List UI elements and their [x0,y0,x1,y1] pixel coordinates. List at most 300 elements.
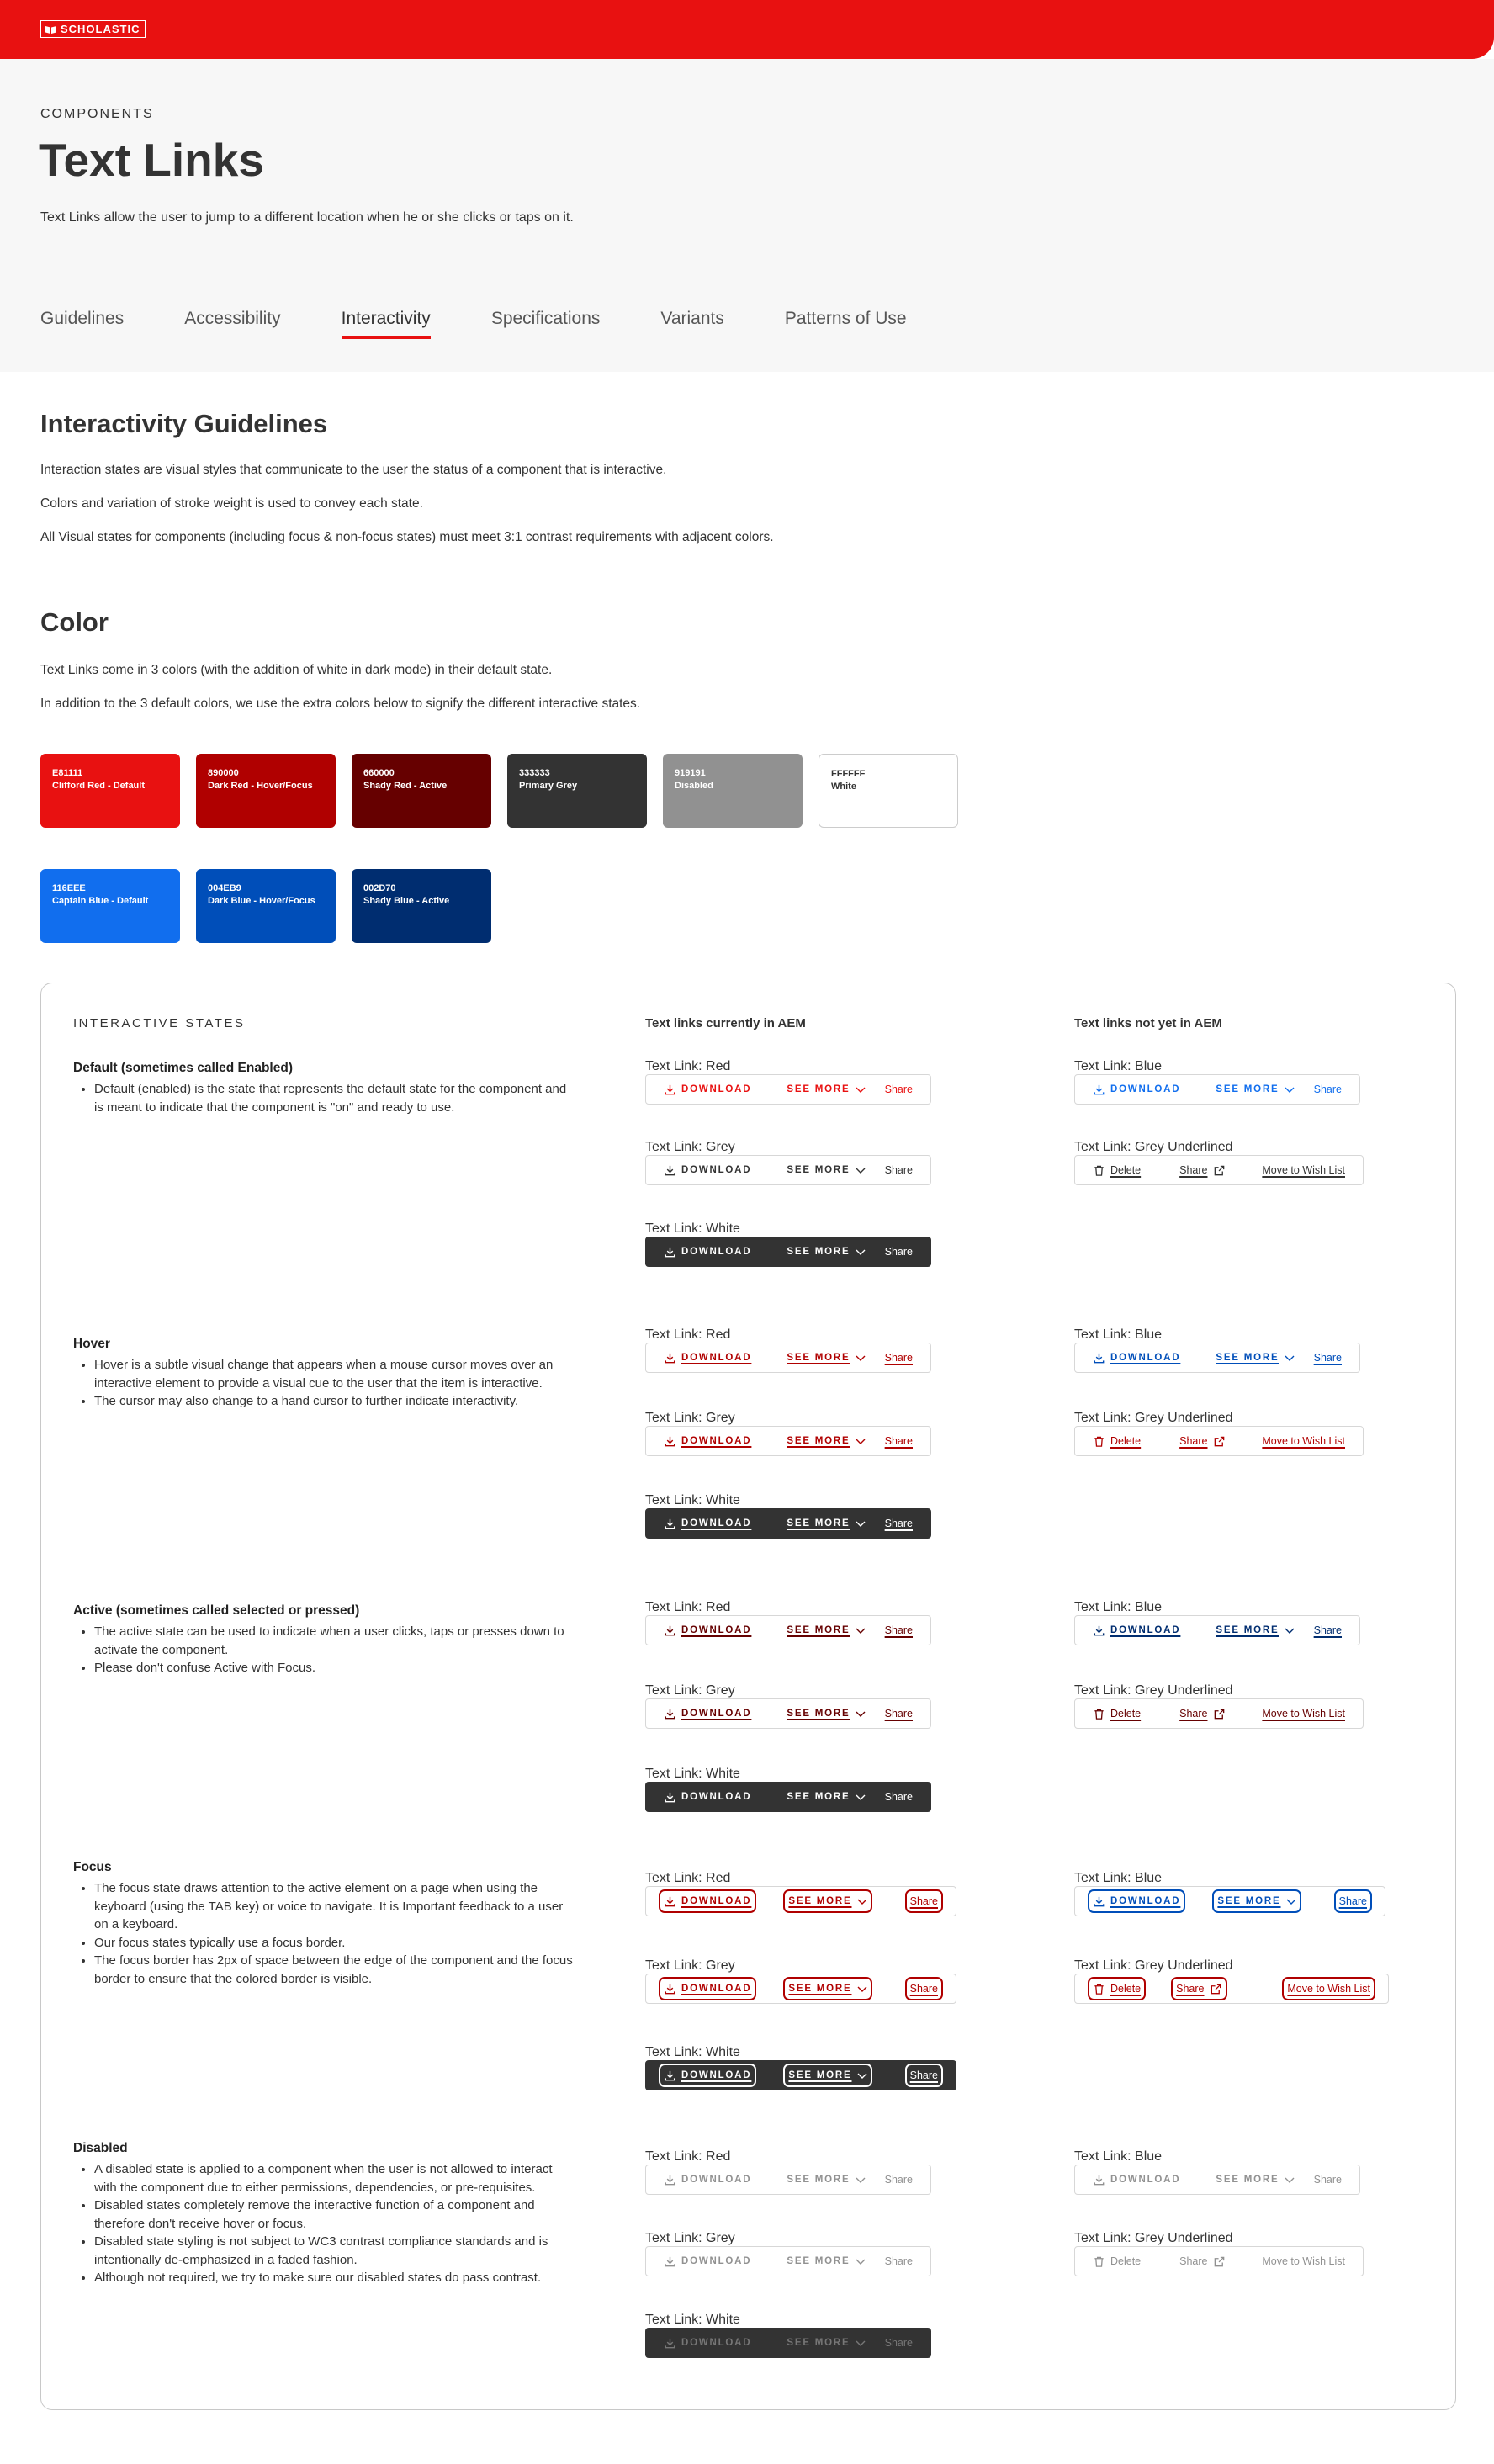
text-link-sample [645,1221,931,1267]
share-label: Share [884,1435,913,1447]
page-header [0,59,1494,372]
download-label: DOWNLOAD [1110,1896,1181,1906]
download-icon [664,2337,676,2350]
delete-link[interactable] [1091,1162,1142,1179]
delete-link[interactable] [1091,1705,1142,1722]
state-bullet: • A disabled state is applied to a component when the user is not allowed to interact with the component due to either permissions, dependencies, or pre-requisites. [94,2160,578,2196]
share-label: Share [884,1518,913,1529]
download-label: DOWNLOAD [1110,2175,1181,2185]
state-description [73,1061,578,1116]
tab-interactivity[interactable]: Interactivity [342,309,431,339]
sample-label: Text Link: Grey [645,2231,735,2245]
share-label: Share [884,1164,913,1176]
sample-label: Text Link: Grey Underlined [1074,1958,1233,1973]
text-link-sample [645,1683,931,1729]
text-link-sample [645,2149,931,2195]
see-more-link[interactable] [1216,1893,1297,1910]
share-link[interactable] [883,1705,914,1722]
text-link-strip [645,1343,931,1373]
swatch-name: Shady Blue - Active [363,896,450,906]
download-icon [1093,2174,1105,2186]
sample-label: Text Link: Grey Underlined [1074,1683,1233,1698]
see-more-label: SEE MORE [1216,1084,1279,1094]
see-more-link[interactable] [785,1162,866,1179]
download-label: DOWNLOAD [681,1436,752,1446]
share-link[interactable] [883,2171,914,2188]
state-bullet: • Hover is a subtle visual change that appears when a mouse cursor moves over an interactive element to provide a visual cue to the user that the item is interactive. [94,1356,578,1392]
state-bullets [73,2160,578,2287]
see-more-link[interactable] [785,1788,866,1805]
share-label: Share [1313,1624,1342,1636]
download-label: DOWNLOAD [681,1625,752,1635]
sample-label: Text Link: Blue [1074,1327,1163,1342]
share-link[interactable] [883,1622,914,1639]
download-label: DOWNLOAD [681,1896,752,1906]
see-more-link[interactable] [1214,1622,1295,1639]
text-link-sample [645,2231,931,2276]
swatch-hex: 890000 [208,768,239,778]
share-link[interactable] [883,2253,914,2270]
see-more-link[interactable] [1214,1349,1295,1366]
text-link-sample [645,1140,931,1185]
see-more-label: SEE MORE [787,1165,850,1175]
text-link-strip [645,1426,931,1456]
download-label: DOWNLOAD [681,1353,752,1363]
see-more-link[interactable] [787,1893,868,1910]
color-swatch [819,754,958,828]
guidelines-paragraph: Colors and variation of stroke weight is used to convey each state. [40,496,423,511]
see-more-label: SEE MORE [788,2070,852,2080]
download-link[interactable] [662,1705,753,1722]
state-bullet: • The active state can be used to indicate when a user clicks, taps or presses down to activate the component. [94,1623,578,1659]
chevron-down-icon [856,1354,866,1362]
tab-variants[interactable]: Variants [660,309,724,328]
text-link-strip [645,2060,956,2090]
share-label: Share [1179,1708,1208,1720]
download-icon [1093,1352,1105,1364]
share-link[interactable] [1312,2171,1343,2188]
wish-list-label: Move to Wish List [1262,1708,1345,1720]
share-label: Share [1179,2255,1208,2267]
text-link-strip [645,1155,931,1185]
share-label: Share [884,2255,913,2267]
swatch-hex: 002D70 [363,883,396,893]
download-label: DOWNLOAD [1110,1353,1181,1363]
see-more-label: SEE MORE [787,1436,850,1446]
state-title: Default (sometimes called Enabled) [73,1061,293,1075]
swatch-hex: 333333 [519,768,550,778]
see-more-label: SEE MORE [787,1625,850,1635]
see-more-label: SEE MORE [787,2175,850,2185]
share-link[interactable] [1174,1980,1223,1997]
see-more-link[interactable] [785,1433,866,1449]
download-icon [664,1435,676,1448]
color-swatch [196,869,336,943]
share-link[interactable] [1312,1349,1343,1366]
share-link[interactable] [883,1081,914,1098]
page-title: Text Links [39,134,264,186]
download-link[interactable] [662,2171,753,2188]
state-bullets [73,1356,578,1411]
text-link-strip [645,2165,931,2195]
see-more-link[interactable] [787,1980,868,1997]
chevron-down-icon [1285,1086,1295,1094]
share-label: Share [1313,1084,1342,1095]
share-link[interactable] [909,1980,940,1997]
swatch-name: White [831,782,856,792]
swatch-hex: E81111 [52,768,83,778]
chevron-down-icon [856,1794,866,1801]
swatch-name: Shady Red - Active [363,781,448,791]
state-description [73,1603,578,1677]
tab-patterns-of-use[interactable]: Patterns of Use [784,309,907,328]
page-intro: Text Links allow the user to jump to a different location when he or she clicks or taps on it. [40,210,574,225]
state-title: Active (sometimes called selected or pressed) [73,1603,360,1618]
download-icon [664,1708,676,1720]
swatch-hex: 004EB9 [208,883,241,893]
share-link[interactable] [1338,1893,1369,1910]
state-description [73,1860,578,1988]
state-title: Hover [73,1337,110,1351]
text-link-sample [645,1871,956,1916]
share-link[interactable] [883,2334,914,2351]
sample-label: Text Link: Red [645,1871,731,1885]
tab-bar [40,309,967,339]
chevron-down-icon [1285,2176,1295,2184]
color-paragraph: Text Links come in 3 colors (with the addition of white in dark mode) in their default state. [40,663,553,677]
text-link-strip [645,2328,931,2358]
text-link-sample [645,1411,931,1456]
download-icon [664,1791,676,1804]
see-more-link[interactable] [785,1243,866,1260]
see-more-label: SEE MORE [1217,1896,1281,1906]
see-more-link[interactable] [1214,2171,1295,2188]
see-more-link[interactable] [785,2171,866,2188]
download-icon [664,1352,676,1364]
tab-accessibility[interactable]: Accessibility [184,309,281,328]
chevron-down-icon [857,1985,867,1993]
sample-label: Text Link: White [645,1221,740,1236]
see-more-label: SEE MORE [1216,1625,1279,1635]
sample-label: Text Link: Blue [1074,1871,1163,1885]
see-more-link[interactable] [785,1349,866,1366]
text-link-strip [1074,1886,1385,1916]
download-link[interactable] [662,1162,753,1179]
color-heading: Color [40,607,109,637]
download-link[interactable] [662,2253,753,2270]
text-link-sample [1074,1600,1360,1645]
text-link-sample [1074,1411,1364,1456]
share-label: Share [1313,2174,1342,2186]
guidelines-paragraph: Interaction states are visual styles that communicate to the user the status of a component that is interactive. [40,463,667,477]
sample-label: Text Link: White [645,2313,740,2327]
state-bullet: • The focus state draws attention to the active element on a page when using the keyboard (using the TAB key) or voice to navigate. It is Important feedback to a user on a keyboard. [94,1879,578,1934]
state-bullet: • Disabled states completely remove the interactive function of a component and therefore don't receive hover or focus. [94,2196,578,2233]
color-swatch [352,869,491,943]
download-icon [664,2174,676,2186]
swatch-name: Primary Grey [519,781,578,791]
wish-list-link[interactable] [1260,1433,1347,1449]
wish-list-link[interactable] [1260,2253,1347,2270]
share-link[interactable] [909,1893,940,1910]
state-bullet: • Our focus states typically use a focus border. [94,1934,578,1953]
share-link[interactable] [1312,1622,1343,1639]
column-heading-not-aem: Text links not yet in AEM [1074,1016,1222,1031]
share-link[interactable] [1312,1081,1343,1098]
share-link[interactable] [883,1349,914,1366]
sample-label: Text Link: Red [645,1059,731,1073]
see-more-label: SEE MORE [787,1084,850,1094]
download-link[interactable] [662,1980,753,1997]
sample-label: Text Link: White [645,1493,740,1508]
share-label: Share [1313,1352,1342,1364]
text-link-strip [1074,1698,1364,1729]
share-link[interactable] [909,2067,940,2084]
state-bullets [73,1879,578,1988]
share-link[interactable] [883,1243,914,1260]
sample-label: Text Link: Blue [1074,2149,1163,2164]
swatch-hex: 660000 [363,768,395,778]
text-link-strip [1074,2246,1364,2276]
trash-icon [1093,1983,1105,1995]
share-label: Share [909,2069,938,2081]
download-link[interactable] [1091,2171,1182,2188]
see-more-link[interactable] [785,1622,866,1639]
sample-label: Text Link: Grey Underlined [1074,1140,1233,1154]
download-label: DOWNLOAD [681,1084,752,1094]
download-link[interactable] [1091,1622,1182,1639]
state-bullets [73,1080,578,1116]
share-label: Share [884,1708,913,1720]
text-link-strip [645,1074,931,1105]
download-link[interactable] [662,1515,753,1532]
see-more-label: SEE MORE [787,1247,850,1257]
download-link[interactable] [662,1243,753,1260]
share-link[interactable] [883,1433,914,1449]
download-link[interactable] [662,1893,753,1910]
download-label: DOWNLOAD [681,1984,752,1994]
chevron-down-icon [1285,1354,1295,1362]
chevron-down-icon [856,2339,866,2347]
text-link-strip [1074,2165,1360,2195]
see-more-label: SEE MORE [787,2256,850,2266]
download-label: DOWNLOAD [681,1792,752,1802]
download-label: DOWNLOAD [681,1518,752,1529]
state-title: Focus [73,1860,112,1874]
share-link[interactable] [1178,2253,1226,2270]
see-more-label: SEE MORE [787,1709,850,1719]
delete-link[interactable] [1091,1980,1142,1997]
trash-icon [1093,1164,1105,1177]
download-link[interactable] [662,1349,753,1366]
text-link-sample [645,1059,931,1105]
swatch-hex: 116EEE [52,883,86,893]
text-link-strip [1074,1615,1360,1645]
sample-label: Text Link: Grey [645,1958,735,1973]
share-label: Share [884,1624,913,1636]
see-more-label: SEE MORE [787,1792,850,1802]
see-more-link[interactable] [1214,1081,1295,1098]
download-icon [664,2255,676,2268]
text-link-strip [645,1698,931,1729]
text-link-strip [645,2246,931,2276]
color-swatch [352,754,491,828]
share-label: Share [884,1246,913,1258]
see-more-link[interactable] [785,2253,866,2270]
download-icon [664,1084,676,1096]
see-more-link[interactable] [785,1515,866,1532]
text-link-sample [645,2313,931,2358]
delete-link[interactable] [1091,2253,1142,2270]
chevron-down-icon [856,1627,866,1635]
guidelines-paragraph: All Visual states for components (including focus & non-focus states) must meet 3:1 contrast requirements with adjacent colors. [40,530,774,544]
share-label: Share [1179,1164,1208,1176]
sample-label: Text Link: Red [645,1327,731,1342]
share-link[interactable] [883,1788,914,1805]
wish-list-link[interactable] [1260,1162,1347,1179]
chevron-down-icon [857,2072,867,2080]
download-link[interactable] [1091,1349,1182,1366]
state-bullets [73,1623,578,1677]
download-icon [664,1895,676,1908]
share-link[interactable] [1178,1162,1226,1179]
text-link-strip [645,1615,931,1645]
wish-list-link[interactable] [1285,1980,1372,1997]
see-more-link[interactable] [785,1081,866,1098]
chevron-down-icon [856,1167,866,1174]
download-label: DOWNLOAD [681,1247,752,1257]
download-link[interactable] [662,1081,753,1098]
state-bullet: • The focus border has 2px of space between the edge of the component and the focus border to ensure that the colored border is visible. [94,1952,578,1988]
color-swatch [196,754,336,828]
download-icon [664,1518,676,1530]
delete-label: Delete [1110,1164,1142,1176]
chevron-down-icon [856,1248,866,1256]
download-link[interactable] [662,1622,753,1639]
tab-guidelines[interactable]: Guidelines [40,309,124,328]
external-link-icon [1210,1983,1222,1995]
delete-label: Delete [1110,1708,1142,1720]
wish-list-label: Move to Wish List [1262,1435,1345,1447]
wish-list-label: Move to Wish List [1262,2255,1345,2267]
see-more-label: SEE MORE [788,1984,852,1994]
state-description [73,2141,578,2287]
panel-label: INTERACTIVE STATES [73,1016,246,1031]
download-label: DOWNLOAD [1110,1625,1181,1635]
state-title: Disabled [73,2141,128,2155]
download-link[interactable] [662,2334,753,2351]
see-more-link[interactable] [787,2067,868,2084]
download-icon [664,1164,676,1177]
state-bullet: • Although not required, we try to make sure our disabled states do pass contrast. [94,2269,578,2287]
text-link-strip [645,1508,931,1539]
download-link[interactable] [1091,1893,1182,1910]
see-more-label: SEE MORE [787,2338,850,2348]
color-swatch [40,869,180,943]
chevron-down-icon [856,2258,866,2265]
download-label: DOWNLOAD [681,2175,752,2185]
share-label: Share [884,2337,913,2349]
text-link-sample [1074,1871,1385,1916]
external-link-icon [1213,1708,1226,1720]
download-icon [664,1246,676,1258]
share-link[interactable] [883,1162,914,1179]
download-link[interactable] [1091,1081,1182,1098]
text-link-strip [645,1237,931,1267]
share-link[interactable] [1178,1705,1226,1722]
share-link[interactable] [1178,1433,1226,1449]
sample-label: Text Link: Grey [645,1411,735,1425]
trash-icon [1093,1708,1105,1720]
download-link[interactable] [662,1788,753,1805]
download-link[interactable] [662,1433,753,1449]
share-label: Share [1179,1435,1208,1447]
share-label: Share [884,1352,913,1364]
text-link-sample [645,1600,931,1645]
text-link-sample [1074,1059,1360,1105]
external-link-icon [1213,1435,1226,1448]
sample-label: Text Link: Red [645,1600,731,1614]
text-link-sample [645,1493,931,1539]
sample-label: Text Link: Grey Underlined [1074,2231,1233,2245]
sample-label: Text Link: White [645,2045,740,2059]
swatch-hex: FFFFFF [831,769,866,779]
text-link-sample [645,2045,956,2090]
logo-text: SCHOLASTIC [61,23,140,35]
swatch-name: Captain Blue - Default [52,896,149,906]
chevron-down-icon [1286,1898,1296,1905]
sample-label: Text Link: Blue [1074,1600,1163,1614]
delete-label: Delete [1110,1983,1142,1995]
download-icon [664,1983,676,1995]
text-link-sample [645,1327,931,1373]
text-link-strip [1074,1426,1364,1456]
see-more-link[interactable] [785,2334,866,2351]
swatch-name: Dark Red - Hover/Focus [208,781,313,791]
download-link[interactable] [662,2067,753,2084]
text-link-sample [1074,1683,1364,1729]
sample-label: Text Link: Grey [645,1683,735,1698]
delete-link[interactable] [1091,1433,1142,1449]
trash-icon [1093,1435,1105,1448]
see-more-label: SEE MORE [1216,2175,1279,2185]
state-bullet: • Disabled state styling is not subject to WC3 contrast compliance standards and is intentionally de-emphasized in a faded fashion. [94,2233,578,2269]
trash-icon [1093,2255,1105,2268]
sample-label: Text Link: Red [645,2149,731,2164]
text-link-sample [645,1767,931,1812]
see-more-label: SEE MORE [787,1353,850,1363]
chevron-down-icon [1285,1627,1295,1635]
text-link-strip [645,1886,956,1916]
see-more-link[interactable] [785,1705,866,1722]
text-link-strip [1074,1343,1360,1373]
chevron-down-icon [857,1898,867,1905]
book-icon [45,25,56,34]
download-icon [664,2069,676,2082]
share-link[interactable] [883,1515,914,1532]
text-link-strip [1074,1074,1360,1105]
state-description [73,1337,578,1411]
share-label: Share [1338,1895,1367,1907]
download-label: DOWNLOAD [681,1165,752,1175]
scholastic-logo[interactable] [40,20,146,38]
swatch-hex: 919191 [675,768,706,778]
tab-specifications[interactable]: Specifications [490,309,601,328]
text-link-strip [1074,1155,1364,1185]
wish-list-link[interactable] [1260,1705,1347,1722]
download-label: DOWNLOAD [681,2256,752,2266]
swatch-name: Dark Blue - Hover/Focus [208,896,315,906]
